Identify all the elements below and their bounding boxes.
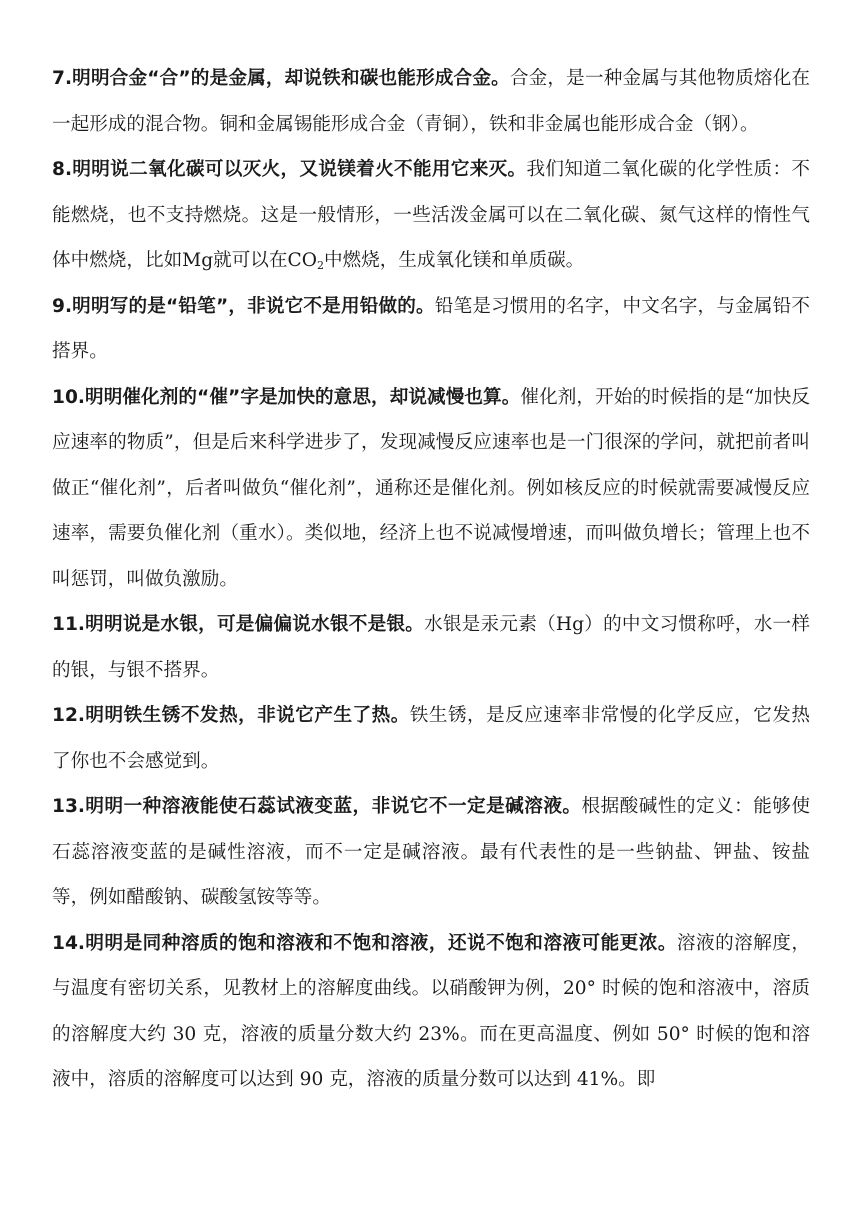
item-heading: 10.明明催化剂的“催”字是加快的意思，却说减慢也算。 <box>52 386 521 408</box>
subscript: 2 <box>316 259 324 272</box>
item-text: 我们知道二氧化碳的化学性质：不能燃烧，也不支持燃烧。这是一般情形，一些活泼金属可以在二氧化碳、氮气这样的惰性气体中燃烧，比如Mg就可以在CO <box>52 159 810 271</box>
paragraph-item-11 <box>52 602 810 693</box>
paragraph-item-9 <box>52 284 810 375</box>
item-heading: 8.明明说二氧化碳可以灭火，又说镁着火不能用它来灭。 <box>52 159 527 180</box>
item-text: 溶液的溶解度，与温度有密切关系，见教材上的溶解度曲线。以硝酸钾为例，20° 时候的饱和溶液中，溶质的溶解度大约 30 克，溶液的质量分数大约 23%。而在更高温度、例如 50° 时候的饱和溶液中，溶质的溶解度可以达到 90 克，溶液的质量分数可以达到 41%。即 <box>52 932 810 1090</box>
item-text: 催化剂，开始的时候指的是“加快反应速率的物质”，但是后来科学进步了，发现减慢反应速率也是一门很深的学问，就把前者叫做正“催化剂”，后者叫做负“催化剂”，通称还是催化剂。例如核反应的时候就需要减慢反应速率，需要负催化剂（重水）。类似地，经济上也不说减慢增速，而叫做负增长；管理上也不叫惩罚，叫做负激励。 <box>52 386 810 590</box>
item-text: 铅笔是习惯用的名字，中文名字，与金属铅不搭界。 <box>52 295 810 362</box>
item-text-continued: 中燃烧，生成氧化镁和单质碳。 <box>323 250 585 271</box>
item-text: 合金，是一种金属与其他物质熔化在一起形成的混合物。铜和金属锡能形成合金（青铜），铁和非金属也能形成合金（钢）。 <box>52 68 810 135</box>
item-text: 水银是汞元素（Hg）的中文习惯称呼，水一样的银，与银不搭界。 <box>52 614 810 681</box>
item-heading: 13.明明一种溶液能使石蕊试液变蓝，非说它不一定是碱溶液。 <box>52 796 582 817</box>
paragraph-item-14 <box>52 921 810 1103</box>
item-heading: 11.明明说是水银，可是偏偏说水银不是银。 <box>52 614 425 635</box>
item-text: 根据酸碱性的定义：能够使石蕊溶液变蓝的是碱性溶液，而不一定是碱溶液。最有代表性的是一些钠盐、钾盐、铵盐等，例如醋酸钠、碳酸氢铵等等。 <box>52 796 810 908</box>
paragraph-item-13 <box>52 784 810 921</box>
paragraph-item-10 <box>52 375 810 603</box>
paragraph-item-12 <box>52 693 810 784</box>
document-page <box>52 56 810 1103</box>
item-text: 铁生锈，是反应速率非常慢的化学反应，它发热了你也不会感觉到。 <box>52 705 810 772</box>
item-heading: 9.明明写的是“铅笔”，非说它不是用铅做的。 <box>52 295 435 317</box>
item-heading: 12.明明铁生锈不发热，非说它产生了热。 <box>52 705 410 726</box>
paragraph-item-7 <box>52 56 810 147</box>
item-heading: 14.明明是同种溶质的饱和溶液和不饱和溶液，还说不饱和溶液可能更浓。 <box>52 932 677 954</box>
item-heading: 7.明明合金“合”的是金属，却说铁和碳也能形成合金。 <box>52 68 510 89</box>
paragraph-item-8 <box>52 147 810 284</box>
